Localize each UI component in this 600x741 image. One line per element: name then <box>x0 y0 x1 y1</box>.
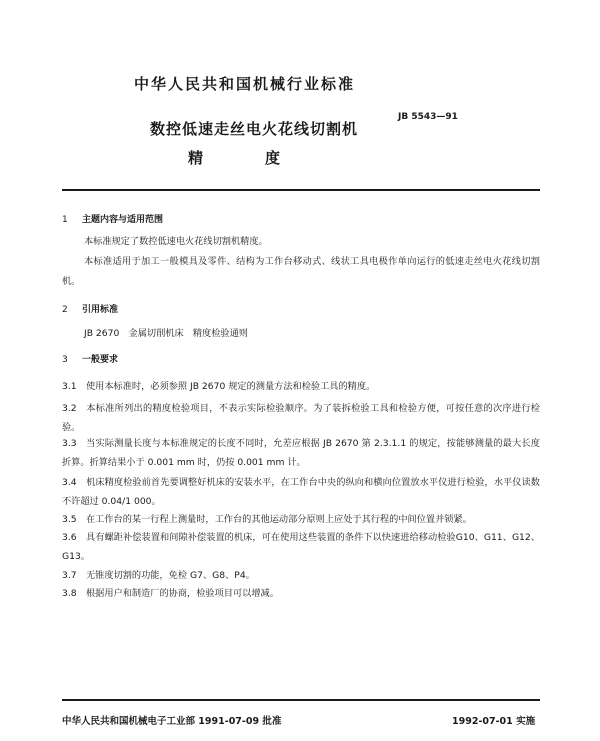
clause-text: 机床精度检验前首先要调整好机床的安装水平，在工作台中央的纵向和横向位置放水平仪进行检验，水平仪读数不许超过 0.04/1 000。 <box>62 477 540 507</box>
clause-text: 在工作台的某一行程上测量时，工作台的其他运动部分原则上应处于其行程的中间位置并锁紧。 <box>86 514 472 525</box>
section-3-title: 一般要求 <box>82 355 119 365</box>
clause-number: 3.4 <box>62 477 77 488</box>
clause-3-2 <box>62 399 540 437</box>
section-3-number: 3 <box>62 355 68 365</box>
implementation-date: 1992-07-01 实施 <box>452 716 536 727</box>
header-divider <box>62 189 540 191</box>
subtitle-char-1: 精 <box>188 149 204 167</box>
clause-text: 当实际测量长度与本标准规定的长度不同时，允差应根据 JB 2670 第 2.3.1.1 的规定，按能够测量的最大长度折算。折算结果小于 0.001 mm 时，仍按 0.001 mm 计。 <box>62 438 540 468</box>
section-1-paragraph-1: 本标准规定了数控低速电火花线切割机精度。 <box>84 236 268 247</box>
section-1-paragraph-2: 本标准适用于加工一般模具及零件、结构为工作台移动式、线状工具电极作单向运行的低速走丝电火花线切割机。 <box>62 256 540 287</box>
clause-3-7 <box>62 566 540 585</box>
section-1-number: 1 <box>62 215 68 225</box>
clause-number: 3.2 <box>62 403 77 414</box>
document-subtitle <box>188 147 280 168</box>
clause-3-4 <box>62 473 540 511</box>
clause-text: 本标准所列出的精度检验项目，不表示实际检验顺序。为了装拆检验工具和检验方便，可按任意的次序进行检验。 <box>62 403 540 433</box>
clause-number: 3.6 <box>62 532 77 543</box>
clause-3-8 <box>62 584 540 603</box>
referenced-standard: JB 2670 金属切削机床 精度检验通则 <box>84 328 248 339</box>
section-2-title: 引用标准 <box>82 305 119 315</box>
clause-number: 3.1 <box>62 381 77 392</box>
clause-3-6 <box>62 528 540 566</box>
clause-text: 具有螺距补偿装置和间隙补偿装置的机床，可在使用这些装置的条件下以快速进给移动检验G10、G11、G12、G13。 <box>62 532 540 562</box>
section-1-heading <box>62 212 163 225</box>
clause-number: 3.3 <box>62 438 77 449</box>
approval-date: 中华人民共和国机械电子工业部 1991-07-09 批准 <box>62 716 282 727</box>
clause-3-3 <box>62 434 540 472</box>
clause-3-5 <box>62 510 540 529</box>
document-title: 数控低速走丝电火花线切割机 <box>150 120 359 138</box>
clause-number: 3.7 <box>62 570 77 581</box>
clause-text: 使用本标准时，必须参照 JB 2670 规定的测量方法和检验工具的精度。 <box>86 381 376 392</box>
clause-text: 根据用户和制造厂的协商，检验项目可以增减。 <box>86 588 279 599</box>
clause-text: 无锥度切割的功能，免检 G7、G8、P4。 <box>86 570 255 581</box>
subtitle-char-2: 度 <box>265 149 281 167</box>
section-2-number: 2 <box>62 305 68 315</box>
section-1-title: 主题内容与适用范围 <box>82 215 164 225</box>
clause-3-1 <box>62 377 540 396</box>
clause-number: 3.5 <box>62 514 77 525</box>
footer-divider <box>62 699 540 701</box>
standard-code: JB 5543—91 <box>398 112 458 122</box>
section-3-heading <box>62 352 118 365</box>
section-2-heading <box>62 302 118 315</box>
clause-number: 3.8 <box>62 588 77 599</box>
issuing-authority: 中华人民共和国机械行业标准 <box>134 75 356 93</box>
